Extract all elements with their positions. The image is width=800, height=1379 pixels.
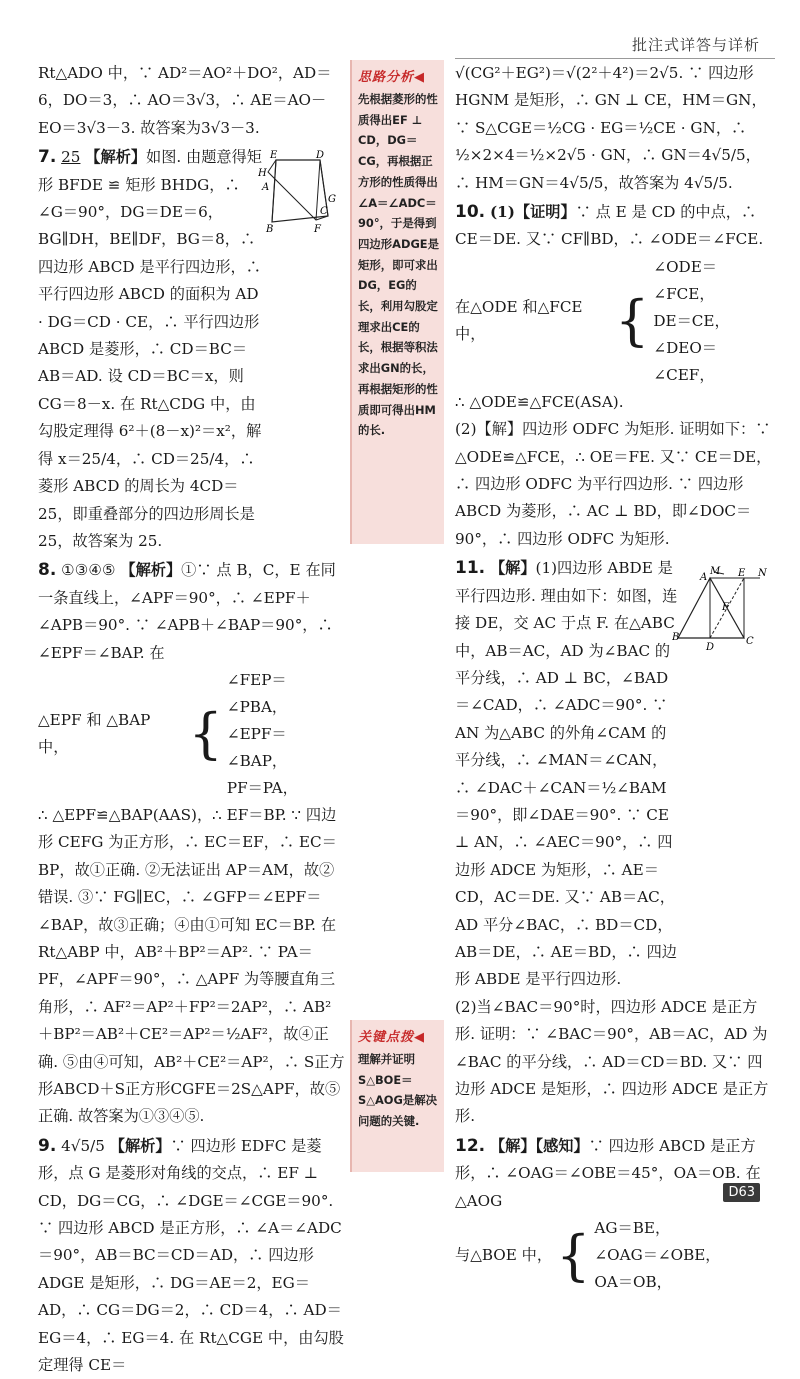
q8-brace-block [38, 667, 346, 802]
left-column [38, 60, 346, 1379]
fig-label: B [266, 224, 274, 234]
q7-text: 如图. 由题意得矩形 BFDE ≌ 矩形 BHDG，∴ ∠G＝90°，DG＝DE＝6，BG∥DH，BE∥DF，BG＝8，∴ 四边形 ABCD 是平行四边形，∴ 平行四边形 ABCD 的面积为 AD · DG＝CD · CE，∴ 平行四边形 ABCD 是菱形，∴ CD＝BC＝AB＝AD. 设 CD＝BC＝x，则 CG＝8－x. 在 Rt△CDG 中，由勾股定理得 6²＋(8－x)²＝x²，解得 x＝25/4，∴ CD＝25/4，∴ 菱形 ABCD 的周长为 4CD＝25，即重叠部分的四边形周长是 25，故答案为 25. [38, 148, 262, 550]
fig-label: D [706, 642, 715, 652]
q10-text-1: ∵ 点 E 是 CD 的中点，∴ CE＝DE. 又∵ CF∥BD，∴ ∠ODE＝∠FCE. [455, 203, 764, 249]
q12 [455, 1133, 773, 1215]
q10-brace-lead: 在△ODE 和△FCE 中， [455, 297, 583, 344]
fig-label: B [672, 632, 680, 643]
fig-label: E [270, 150, 278, 161]
fig-label: A [700, 572, 708, 583]
q10-number: 10. [455, 202, 486, 223]
q12-number: 12. [455, 1135, 486, 1156]
brace-glyph: { [188, 702, 223, 766]
page-number: D63 [723, 1183, 760, 1202]
q11-text-1: (1)四边形 ABDE 是平行四边形. 理由如下：如图，连接 DE，交 AC 于点 F. 在△ABC 中，AB＝AC，AD 为∠BAC 的平分线，∴ AD ⊥ BC，∠BAD＝∠CAD，∴ ∠ADC＝90°. ∵ AN 为△ABC 的外角∠CAM 的平分线，∴ ∠MAN＝∠CAN，∴ ∠DAC＋∠CAN＝½∠BAM＝90°，即∠DAE＝90°. ∵ CE ⊥ AN，∴ ∠AEC＝90°，∴ 四边形 ADCE 为矩形，∴ AE＝CD，AC＝DE. 又∵ AB＝AC，AD 平分∠BAC，∴ BD＝CD，AB＝DE，∴ AE＝BD，∴ 四边形 ABDE 是平行四边形. [455, 559, 678, 989]
q8-brace-lead: △EPF 和 △BAP 中， [38, 711, 151, 757]
q10-tag: (1)【证明】 [489, 203, 576, 222]
q9-continuation: √(CG²＋EG²)＝√(2²＋4²)＝2√5. ∵ 四边形 HGNM 是矩形，∴ GN ⊥ CE，HM＝GN，∵ S△CGE＝½CG · EG＝½CE · GN，∴ ½×2×4＝½×2√5 · GN，∴ GN＝4√5/5，∴ HM＝GN＝4√5/5，故答案为 4√5/5. [455, 64, 767, 192]
q9-number: 9. [38, 1135, 57, 1156]
q7-number: 7. [38, 147, 57, 168]
q8-brace-line: ∠EPF＝∠BAP， [226, 724, 288, 770]
q12-brace-line: AG＝BE， [594, 1219, 671, 1238]
q10-brace-block [455, 254, 773, 389]
brace-glyph: { [556, 1223, 591, 1287]
sidebar-note-analysis [350, 60, 444, 544]
note-body: 理解并证明S△BOE＝S△AOG是解决问题的关键. [358, 1052, 437, 1129]
q8-tag: 【解析】 [120, 561, 182, 580]
header-rule [455, 58, 775, 59]
q10-brace-line: ∠DEO＝∠CEF， [653, 338, 717, 384]
fig-label: M [710, 566, 721, 577]
fig-label: F [722, 602, 729, 613]
fig-label: G [328, 194, 336, 205]
q6-continuation: Rt△ADO 中，∵ AD²＝AO²＋DO²，AD＝6，DO＝3，∴ AO＝3√3，∴ AE＝AO－EO＝3√3－3. 故答案为3√3－3. [38, 64, 332, 137]
q8-number: 8. [38, 560, 57, 581]
q10-text-3: (2)【解】四边形 ODFC 为矩形. 证明如下：∵ △ODE≌△FCE，∴ OE＝FE. 又∵ CE＝DE，∴ 四边形 ODFC 为平行四边形. ∵ 四边形 ABCD 为菱形，∴ AC ⊥ BD，即∠DOC＝90°，∴ 四边形 ODFC 为矩形. [455, 420, 772, 548]
q9-text: ∵ 四边形 EDFC 是菱形，点 G 是菱形对角线的交点，∴ EF ⊥ CD，DG＝CG，∴ ∠DGE＝∠CGE＝90°. ∵ 四边形 ABCD 是正方形，∴ ∠A＝∠ADC＝90°，AB＝BC＝CD＝AD，∴ 四边形 ADGE 是矩形，∴ DG＝AE＝2，EG＝AD，∴ CG＝DG＝2，∴ CD＝4，∴ AD＝EG＝4，∴ EG＝4. 在 Rt△CGE 中，由勾股定理得 CE＝ [38, 1136, 344, 1375]
q7-figure [258, 150, 344, 234]
q12-brace-lead: 与△BOE 中， [455, 1245, 553, 1264]
q8-text-2: ∴ △EPF≌△BAP(AAS)，∴ EF＝BP. ∵ 四边形 CEFG 为正方形，∴ EC＝EF，∴ EC＝BP，故①正确. ②无法证出 AP＝AM，故②错误. ③∵ FG∥EC，∴ ∠GFP＝∠EPF＝∠BAP，故③正确；④由①可知 EC＝BP. 在 Rt△ABP 中，AB²＋BP²＝AP². ∵ PA＝PF，∠APF＝90°，∴ △APF 为等腰直角三角形，∴ AF²＝AP²＋FP²＝2AP²，∴ AB²＋BP²＝AB²＋CE²＝AP²＝½AF²，故④正确. ⑤由④可知，AB²＋CE²＝AP²，∴ S正方形ABCD＋S正方形CGFE＝2S△APF，故⑤正确. 故答案为①③④⑤. [38, 805, 345, 1126]
q9-answer: 4√5/5 [61, 1136, 105, 1155]
q10-text-2: ∴ △ODE≌△FCE(ASA). [455, 392, 624, 411]
fig-label: E [738, 568, 746, 579]
q11-figure [672, 566, 772, 652]
q10-brace-lines [653, 254, 773, 389]
sidebar-note-key-point [350, 1020, 444, 1172]
q8-text-1: ①∵ 点 B，C，E 在同一条直线上，∠APF＝90°，∴ ∠EPF＋∠APB＝90°. ∵ ∠APB＋∠BAP＝90°，∴ ∠EPF＝∠BAP. 在 [38, 561, 336, 662]
q8-brace-line: PF＝PA， [226, 778, 298, 797]
fig-label: C [746, 636, 754, 647]
q9-tag: 【解析】 [109, 1136, 171, 1155]
note-title: 思路分析◀ [358, 70, 425, 85]
q8-brace-lines [227, 667, 346, 802]
q12-brace-lines [594, 1215, 720, 1296]
q8 [38, 557, 346, 667]
q11-text-2: (2)当∠BAC＝90°时，四边形 ADCE 是正方形. 证明：∵ ∠BAC＝90°，AB＝AC，AD 为∠BAC 的平分线，∴ AD＝CD＝BD. 又∵ 四边形 ADCE 是矩形，∴ 四边形 ADCE 是正方形. [455, 997, 769, 1126]
fig-label: N [758, 568, 767, 579]
note-title: 关键点拨◀ [358, 1030, 425, 1045]
brace-glyph: { [615, 289, 650, 353]
right-column [455, 60, 773, 1296]
q12-text-1: ∵ 四边形 ABCD 是正方形，∴ ∠OAG＝∠OBE＝45°，OA＝OB. 在△AOG [455, 1136, 761, 1210]
fig-label: F [314, 224, 321, 234]
q10 [455, 199, 773, 254]
q8-answer: ①③④⑤ [61, 561, 116, 580]
q8-brace-line: ∠FEP＝∠PBA， [226, 670, 288, 716]
fig-label: H [258, 168, 267, 179]
q7-tag: 【解析】 [85, 148, 147, 167]
fig-label: C [320, 206, 328, 217]
q11-tag: 【解】 [489, 559, 536, 578]
q7-answer: 25 [61, 148, 81, 167]
q12-brace-line: ∠OAG＝∠OBE， [594, 1246, 721, 1265]
q10-brace-line: DE＝CE， [653, 311, 730, 330]
q12-brace-block [455, 1215, 773, 1296]
q12-tag: 【解】【感知】 [489, 1136, 589, 1155]
q11-number: 11. [455, 558, 486, 579]
fig-label: D [316, 150, 325, 161]
page-header: 批注式详答与详析 [631, 36, 760, 54]
q10-brace-line: ∠ODE＝∠FCE， [653, 257, 717, 303]
q9 [38, 1133, 346, 1379]
note-body: 先根据菱形的性质得出EF ⊥ CD，DG＝CG，再根据正方形的性质得出∠A＝∠ADC＝90°，于是得到四边形ADGE是矩形，即可求出DG，EG的长，利用勾股定理求出CE的长，根据等积法求出GN的长，再根据矩形的性质即可得出HM的长. [358, 92, 439, 438]
q12-brace-line: OA＝OB， [594, 1273, 672, 1292]
fig-label: A [262, 182, 270, 193]
